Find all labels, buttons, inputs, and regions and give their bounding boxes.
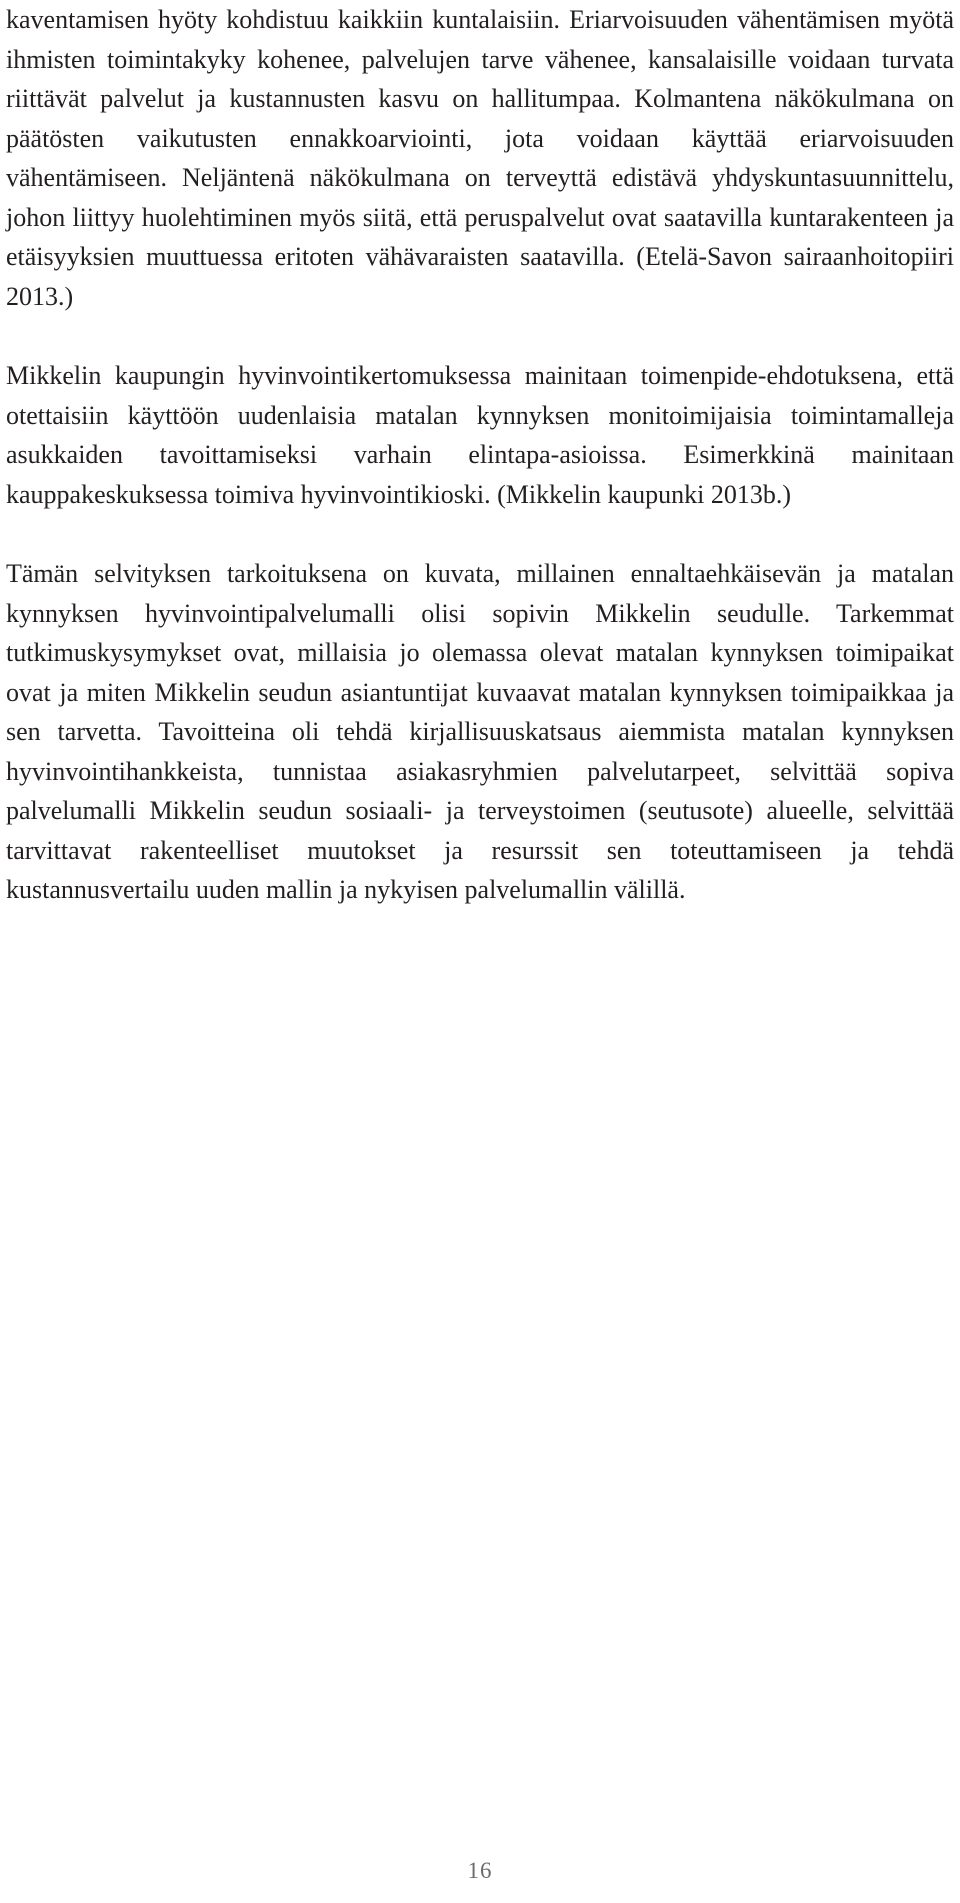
paragraph-3: Tämän selvityksen tarkoituksena on kuvata, millainen ennaltaehkäisevän ja matalan kynnyksen hyvinvointipalvelumalli olisi sopivin Mikkelin seudulle. Tarkemmat tutkimuskysymykset ovat, millaisia jo olemassa olevat matalan kynnyksen toimipaikat ovat ja miten Mikkelin seudun asiantuntijat kuvaavat matalan kynnyksen toimipaikkaa ja sen tarvetta. Tavoitteina oli tehdä kirjallisuuskatsaus aiemmista matalan kynnyksen hyvinvointihankkeista, tunnistaa asiakasryhmien palvelutarpeet, selvittää sopiva palvelumalli Mikkelin seudun sosiaali- ja terveystoimen (seutusote) alueelle, selvittää tarvittavat rakenteelliset muutokset ja resurssit sen toteuttamiseen ja tehdä kustannusvertailu uuden mallin ja nykyisen palvelumallin välillä. (6, 559, 954, 904)
paragraph-2: Mikkelin kaupungin hyvinvointikertomuksessa mainitaan toimenpide-ehdotuksena, että otettaisiin käyttöön uudenlaisia matalan kynnyksen monitoimijaisia toimintamalleja asukkaiden tavoittamiseksi varhain elintapa-asioissa. Esimerkkinä mainitaan kauppakeskuksessa toimiva hyvinvointikioski. (Mikkelin kaupunki 2013b.) (6, 361, 954, 509)
paragraph-1: kaventamisen hyöty kohdistuu kaikkiin kuntalaisiin. Eriarvoisuuden vähentämisen myötä ihmisten toimintakyky kohenee, palvelujen tarve vähenee, kansalaisille voidaan turvata riittävät palvelut ja kustannusten kasvu on hallitumpaa. Kolmantena näkökulmana on päätösten vaikutusten ennakkoarviointi, jota voidaan käyttää eriarvoisuuden vähentämiseen. Neljäntenä näkökulmana on terveyttä edistävä yhdyskuntasuunnittelu, johon liittyy huolehtiminen myös siitä, että peruspalvelut ovat saatavilla kuntarakenteen ja etäisyyksien muuttuessa eritoten vähävaraisten saatavilla. (Etelä-Savon sairaanhoitopiiri 2013.) (6, 5, 954, 311)
document-page (6, 0, 954, 910)
page-number: 16 (467, 1858, 493, 1883)
